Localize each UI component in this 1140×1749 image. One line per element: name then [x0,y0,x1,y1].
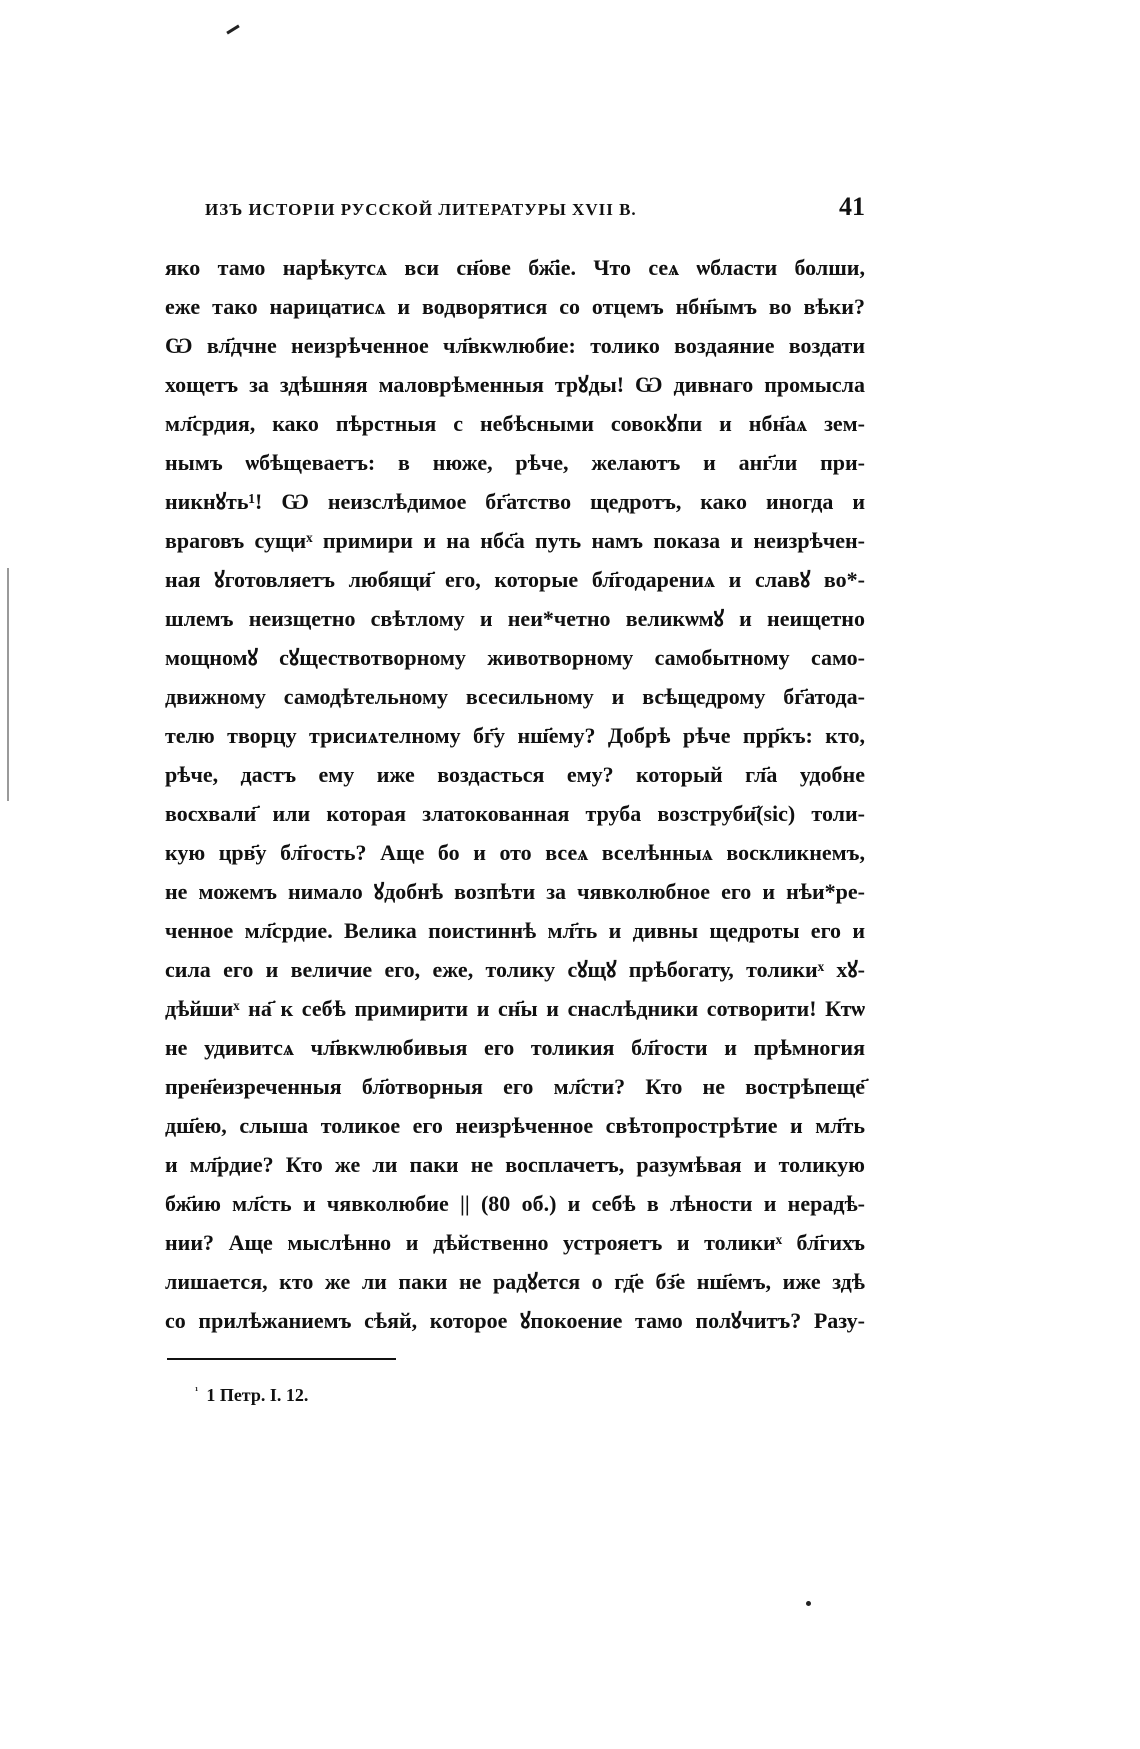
footnote [195,1385,308,1406]
body-text [165,248,865,1340]
text-line: дш҃ею, слыша толикое его неизрѣченное свѣтопрострѣтие и мл҃ть [165,1113,865,1138]
text-line: восхвали҃ или которая златокованная труба возструби҃(sic) толи- [165,801,865,826]
stray-dot [806,1601,811,1606]
page-number: 41 [839,192,865,221]
page-header [205,192,865,224]
text-line: со прилѣжаниемъ сѣяй, которое ꙋпокоение тамо полꙋчитъ? Разу- [165,1308,865,1333]
text-line: прен҃еизреченныя бл҃отворныя его мл҃сти? Кто не вострѣпеще҃ [165,1074,865,1099]
text-line: движному самодѣтельному всесильному и всѣщедрому бг҃атода- [165,684,865,709]
text-line: Ѡ вл҃дчне неизрѣченное чл҃вкѡлюбие: толико воздаяние воздати [165,333,865,358]
text-line: нымъ ѡбѣщеваетъ: в нюже, рѣче, желаютъ и анг҃ли при- [165,450,865,475]
text-line: мощномꙋ сꙋществотворному животворному самобытному само- [165,645,865,670]
text-line: рѣче, дастъ ему иже воздасться ему? который гл҃а удобне [165,762,865,787]
text-line: дѣйшиˣ на҃ к себѣ примирити и сн҃ы и снаслѣдники сотворити! Ктѡ [165,996,865,1021]
text-line: никнꙋть¹! Ѡ неизслѣдимое бг҃атство щедротъ, како иногда и [165,489,865,514]
text-line: не удивитсѧ чл҃вкѡлюбивыя его толикия бл҃гости и прѣмногия [165,1035,865,1060]
text-line: сила его и величие его, еже, толику сꙋщꙋ прѣбогату, толикиˣ хꙋ- [165,957,865,982]
text-line: и мл҃рдие? Кто же ли паки не восплачетъ, разумѣвая и толикую [165,1152,865,1177]
stray-mark [226,25,239,35]
text-line: мл҃срдия, како пѣрстныя с небѣсными совокꙋпи и нбн҃аѧ зем- [165,411,865,436]
text-line: яко тамо нарѣкутсѧ вси сн҃ове бж҃іе. Что сеѧ ѡбласти болши, [165,255,865,280]
margin-rule [7,568,9,801]
footnote-rule [167,1358,396,1360]
text-line: шлемъ неизщетно свѣтлому и неи*четно великѡмꙋ и неищетно [165,606,865,631]
text-line: ная ꙋготовляетъ любящи҃ его, которые бл҃годарениѧ и славꙋ во*- [165,567,865,592]
footnote-marker: ¹ [195,1385,199,1397]
text-line: еже тако нарицатисѧ и водворятися со отцемъ нбн҃ымъ во вѣки? [165,294,865,319]
text-line: лишается, кто же ли паки не радꙋется о гд҃е бз҃е нш҃емъ, иже здѣ [165,1269,865,1294]
text-line: ченное мл҃срдие. Велика поистиннѣ мл҃ть и дивны щедроты его и [165,918,865,943]
footnote-text: 1 Петр. I. 12. [206,1385,309,1405]
text-line: не можемъ нимало ꙋдобнѣ возпѣти за чявколюбное его и нѣи*ре- [165,879,865,904]
text-line: бж҃ию мл҃сть и чявколюбие || (80 об.) и себѣ в лѣности и нерадѣ- [165,1191,865,1216]
text-line: нии? Аще мыслѣнно и дѣйственно устрояетъ и толикиˣ бл҃гихъ [165,1230,865,1255]
text-line: кую црв҃у бл҃гость? Аще бо и ото всеѧ вселѣнныѧ воскликнемъ, [165,840,865,865]
text-line: хощетъ за здѣшняя маловрѣменныя трꙋды! Ѡ дивнаго промысла [165,372,865,397]
text-line: телю творцу трисиѧтелному бг҃у нш҃ему? Добрѣ рѣче прр҃къ: кто, [165,723,865,748]
text-line: враговъ сущиˣ примири и на нбс҃а путь намъ показа и неизрѣчен- [165,528,865,553]
running-head: ИЗЪ ИСТОРІИ РУССКОЙ ЛИТЕРАТУРЫ XVII В. [205,200,637,219]
